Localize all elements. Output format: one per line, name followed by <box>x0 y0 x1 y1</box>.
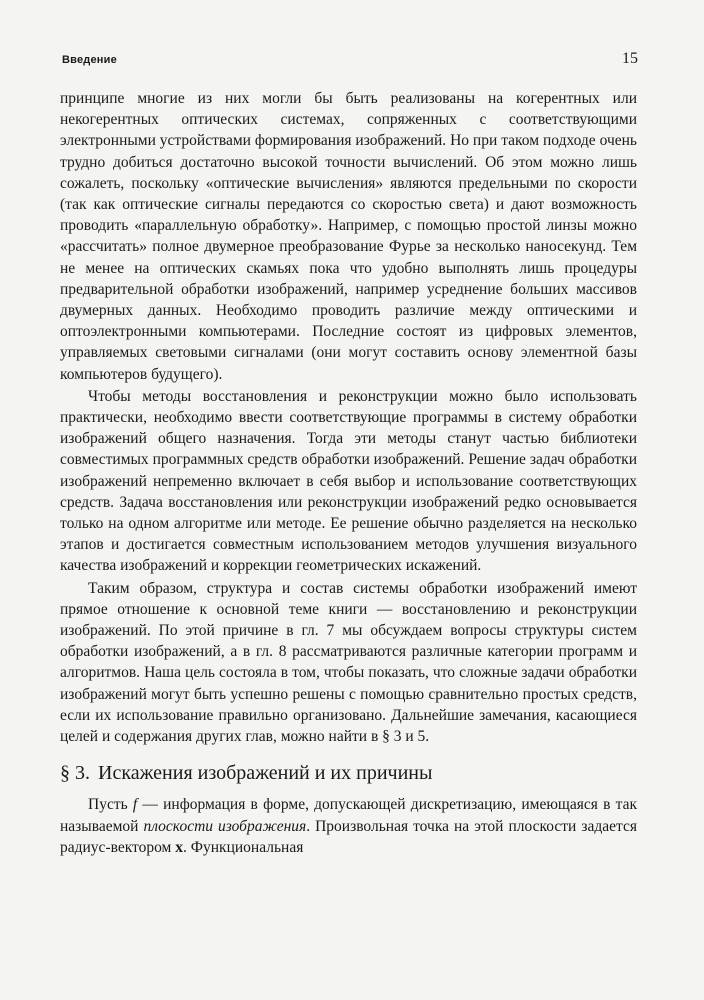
section-number: § 3. <box>60 762 90 785</box>
running-head-title: Введение <box>62 54 117 66</box>
running-head <box>62 46 644 70</box>
paragraph-definition <box>60 794 637 858</box>
vector-x: x <box>175 838 183 856</box>
section-title: Искажения изображений и их причины <box>98 762 433 785</box>
text-run: Пусть <box>88 796 133 814</box>
text-run: — информация в форме, допускающей дискретизацию, имеющаяся в так называемой <box>60 796 637 835</box>
term-image-plane: плоскости изображения <box>143 817 307 835</box>
text-run: . Произвольная точка на этой плоскости задается радиус-вектором <box>60 817 637 856</box>
section-heading <box>60 761 637 785</box>
paragraph-methods: Чтобы методы восстановления и реконструкции можно было использовать практически, необходимо ввести соответствующие программы в систему обработки изображений общего назначения. Тогда эти методы станут частью библиотеки совместимых программных средств обработки изображений. Решение задач обработки изображений непременно включает в себя выбор и использование соответствующих средств. Задача восстановления или реконструкции изображений редко основывается только на одном алгоритме или методе. Ее решение обычно разделяется на несколько этапов и достигается совместным использованием методов улучшения визуального качества изображений и коррекции геометрических искажений. <box>60 387 637 575</box>
body-text <box>60 88 637 858</box>
paragraph-structure: Таким образом, структура и состав системы обработки изображений имеют прямое отношение к основной теме книги — восстановлению и реконструкции изображений. По этой причине в гл. 7 мы обсуждаем вопросы структуры систем обработки изображений, а в гл. 8 рассматриваются различные категории программ и алгоритмов. Наша цель состояла в том, чтобы показать, что сложные задачи обработки изображений могут быть успешно решены с помощью сравнительно простых средств, если их использование правильно организовано. Дальнейшие замечания, касающиеся целей и содержания других глав, можно найти в § 3 и 5. <box>60 579 637 746</box>
text-run: . Функциональная <box>183 838 304 856</box>
variable-f: f <box>132 796 138 814</box>
page-number: 15 <box>622 50 638 67</box>
paragraph-continued: принципе многие из них могли бы быть реализованы на когерентных или некогерентных оптических системах, сопряженных с соответствующими электронными устройствами формирования изображений. Но при таком подходе очень трудно добиться достаточно высокой точности вычислений. Об этом можно лишь сожалеть, поскольку «оптические вычисления» являются предельными по скорости (так как оптические сигналы передаются со скоростью света) и дают возможность проводить «параллельную обработку». Например, с помощью простой линзы можно «рассчитать» полное двумерное преобразование Фурье за несколько наносекунд. Тем не менее на оптических скамьях пока что удобно выполнять лишь процедуры предварительной обработки изображений, например усреднение больших массивов двумерных данных. Необходимо проводить различие между оптическими и оптоэлектронными компьютерами. Последние состоят из цифровых элементов, управляемых световыми сигналами (они могут составить основу элементной базы компьютеров будущего). <box>60 90 637 383</box>
